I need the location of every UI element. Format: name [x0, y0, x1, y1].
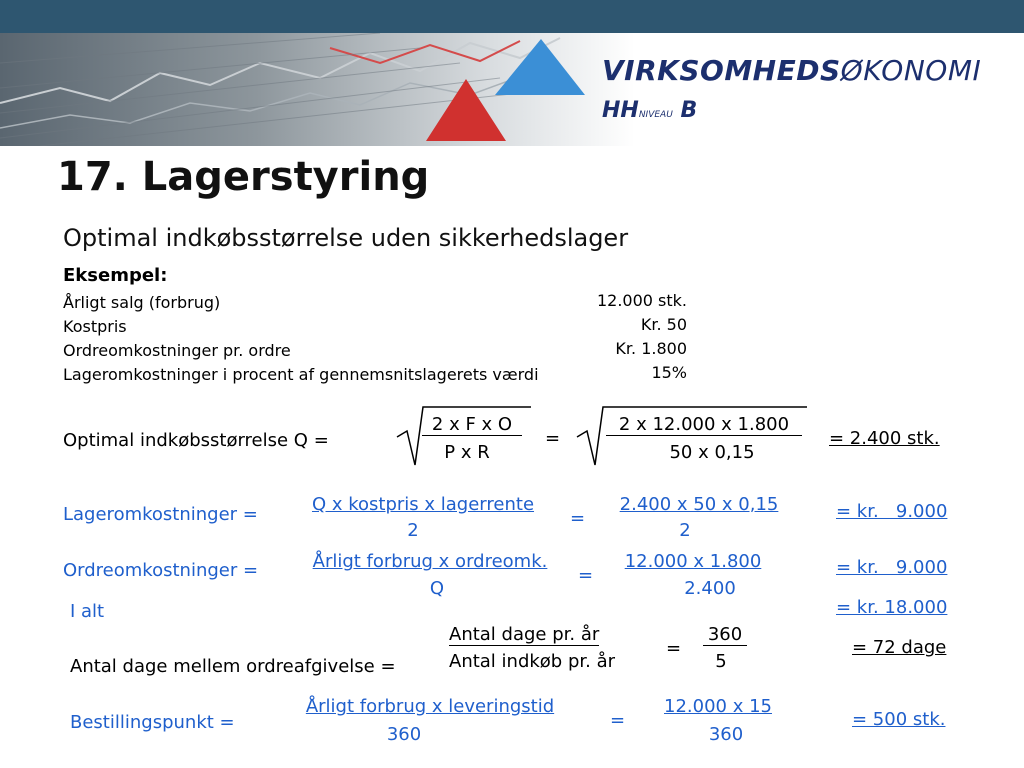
page-title: 17. Lagerstyring [57, 154, 430, 200]
ordre-calc-denominator: 2.400 [684, 578, 736, 599]
lager-result: = kr. 9.000 [836, 501, 948, 522]
dage-label: Antal dage mellem ordreafgivelse = [70, 656, 396, 677]
bestil-label: Bestillingspunkt = [70, 712, 235, 733]
banner-graphic [0, 33, 1024, 146]
dage-equals: = [666, 638, 682, 659]
lager-calc-denominator: 2 [679, 520, 691, 541]
ordre-label: Ordreomkostninger = [63, 560, 259, 581]
bestil-formula-denominator: 360 [386, 724, 422, 745]
bestil-calc-denominator: 360 [708, 724, 744, 745]
bestil-formula-numerator: Årligt forbrug x leveringstid [305, 696, 555, 717]
optimal-formula-numerator: 2 x F x O [422, 414, 522, 436]
dage-result: = 72 dage [852, 637, 947, 658]
example-row-label: Kostpris [63, 317, 127, 336]
lager-label: Lageromkostninger = [63, 504, 258, 525]
example-row-label: Lageromkostninger i procent af gennemsnitslagerets værdi [63, 365, 539, 384]
brand-level: HHNIVEAU B [602, 98, 698, 123]
example-row-label: Årligt salg (forbrug) [63, 293, 221, 312]
top-bar [0, 0, 1024, 33]
example-row-value: 15% [651, 363, 687, 382]
ialt-result: = kr. 18.000 [836, 597, 948, 618]
ordre-result: = kr. 9.000 [836, 557, 948, 578]
lager-formula-denominator: 2 [407, 520, 419, 541]
optimal-result: = 2.400 stk. [829, 428, 940, 449]
ordre-formula-denominator: Q [429, 578, 445, 599]
page-subtitle: Optimal indkøbsstørrelse uden sikkerhedslager [63, 224, 629, 252]
example-label: Eksempel: [63, 265, 168, 286]
brand-title: VIRKSOMHEDSØKONOMI [602, 54, 982, 87]
dage-calc-numerator: 360 [703, 624, 747, 646]
bestil-calc-numerator: 12.000 x 15 [664, 696, 772, 717]
lager-formula-numerator: Q x kostpris x lagerrente [311, 494, 535, 515]
bestil-equals: = [610, 710, 626, 731]
header-banner [0, 33, 1024, 146]
example-row-value: Kr. 50 [640, 315, 687, 334]
optimal-formula-denominator: P x R [444, 442, 490, 463]
optimal-label: Optimal indkøbsstørrelse Q = [63, 430, 329, 451]
ordre-calc-numerator: 12.000 x 1.800 [624, 551, 762, 572]
dage-formula-numerator: Antal dage pr. år [449, 624, 600, 645]
bestil-result: = 500 stk. [852, 709, 946, 730]
lager-calc-numerator: 2.400 x 50 x 0,15 [619, 494, 779, 515]
dage-formula-denominator: Antal indkøb pr. år [449, 651, 615, 672]
ialt-label: I alt [70, 601, 105, 622]
optimal-calc-denominator: 50 x 0,15 [669, 442, 755, 463]
dage-calc-denominator: 5 [715, 651, 727, 672]
ordre-formula-numerator: Årligt forbrug x ordreomk. [312, 551, 548, 572]
optimal-calc-numerator: 2 x 12.000 x 1.800 [606, 414, 802, 436]
ordre-equals: = [578, 565, 594, 586]
example-row-label: Ordreomkostninger pr. ordre [63, 341, 291, 360]
example-row-value: 12.000 stk. [596, 291, 687, 310]
lager-equals: = [570, 508, 586, 529]
example-row-value: Kr. 1.800 [615, 339, 687, 358]
optimal-equals: = [545, 428, 561, 449]
